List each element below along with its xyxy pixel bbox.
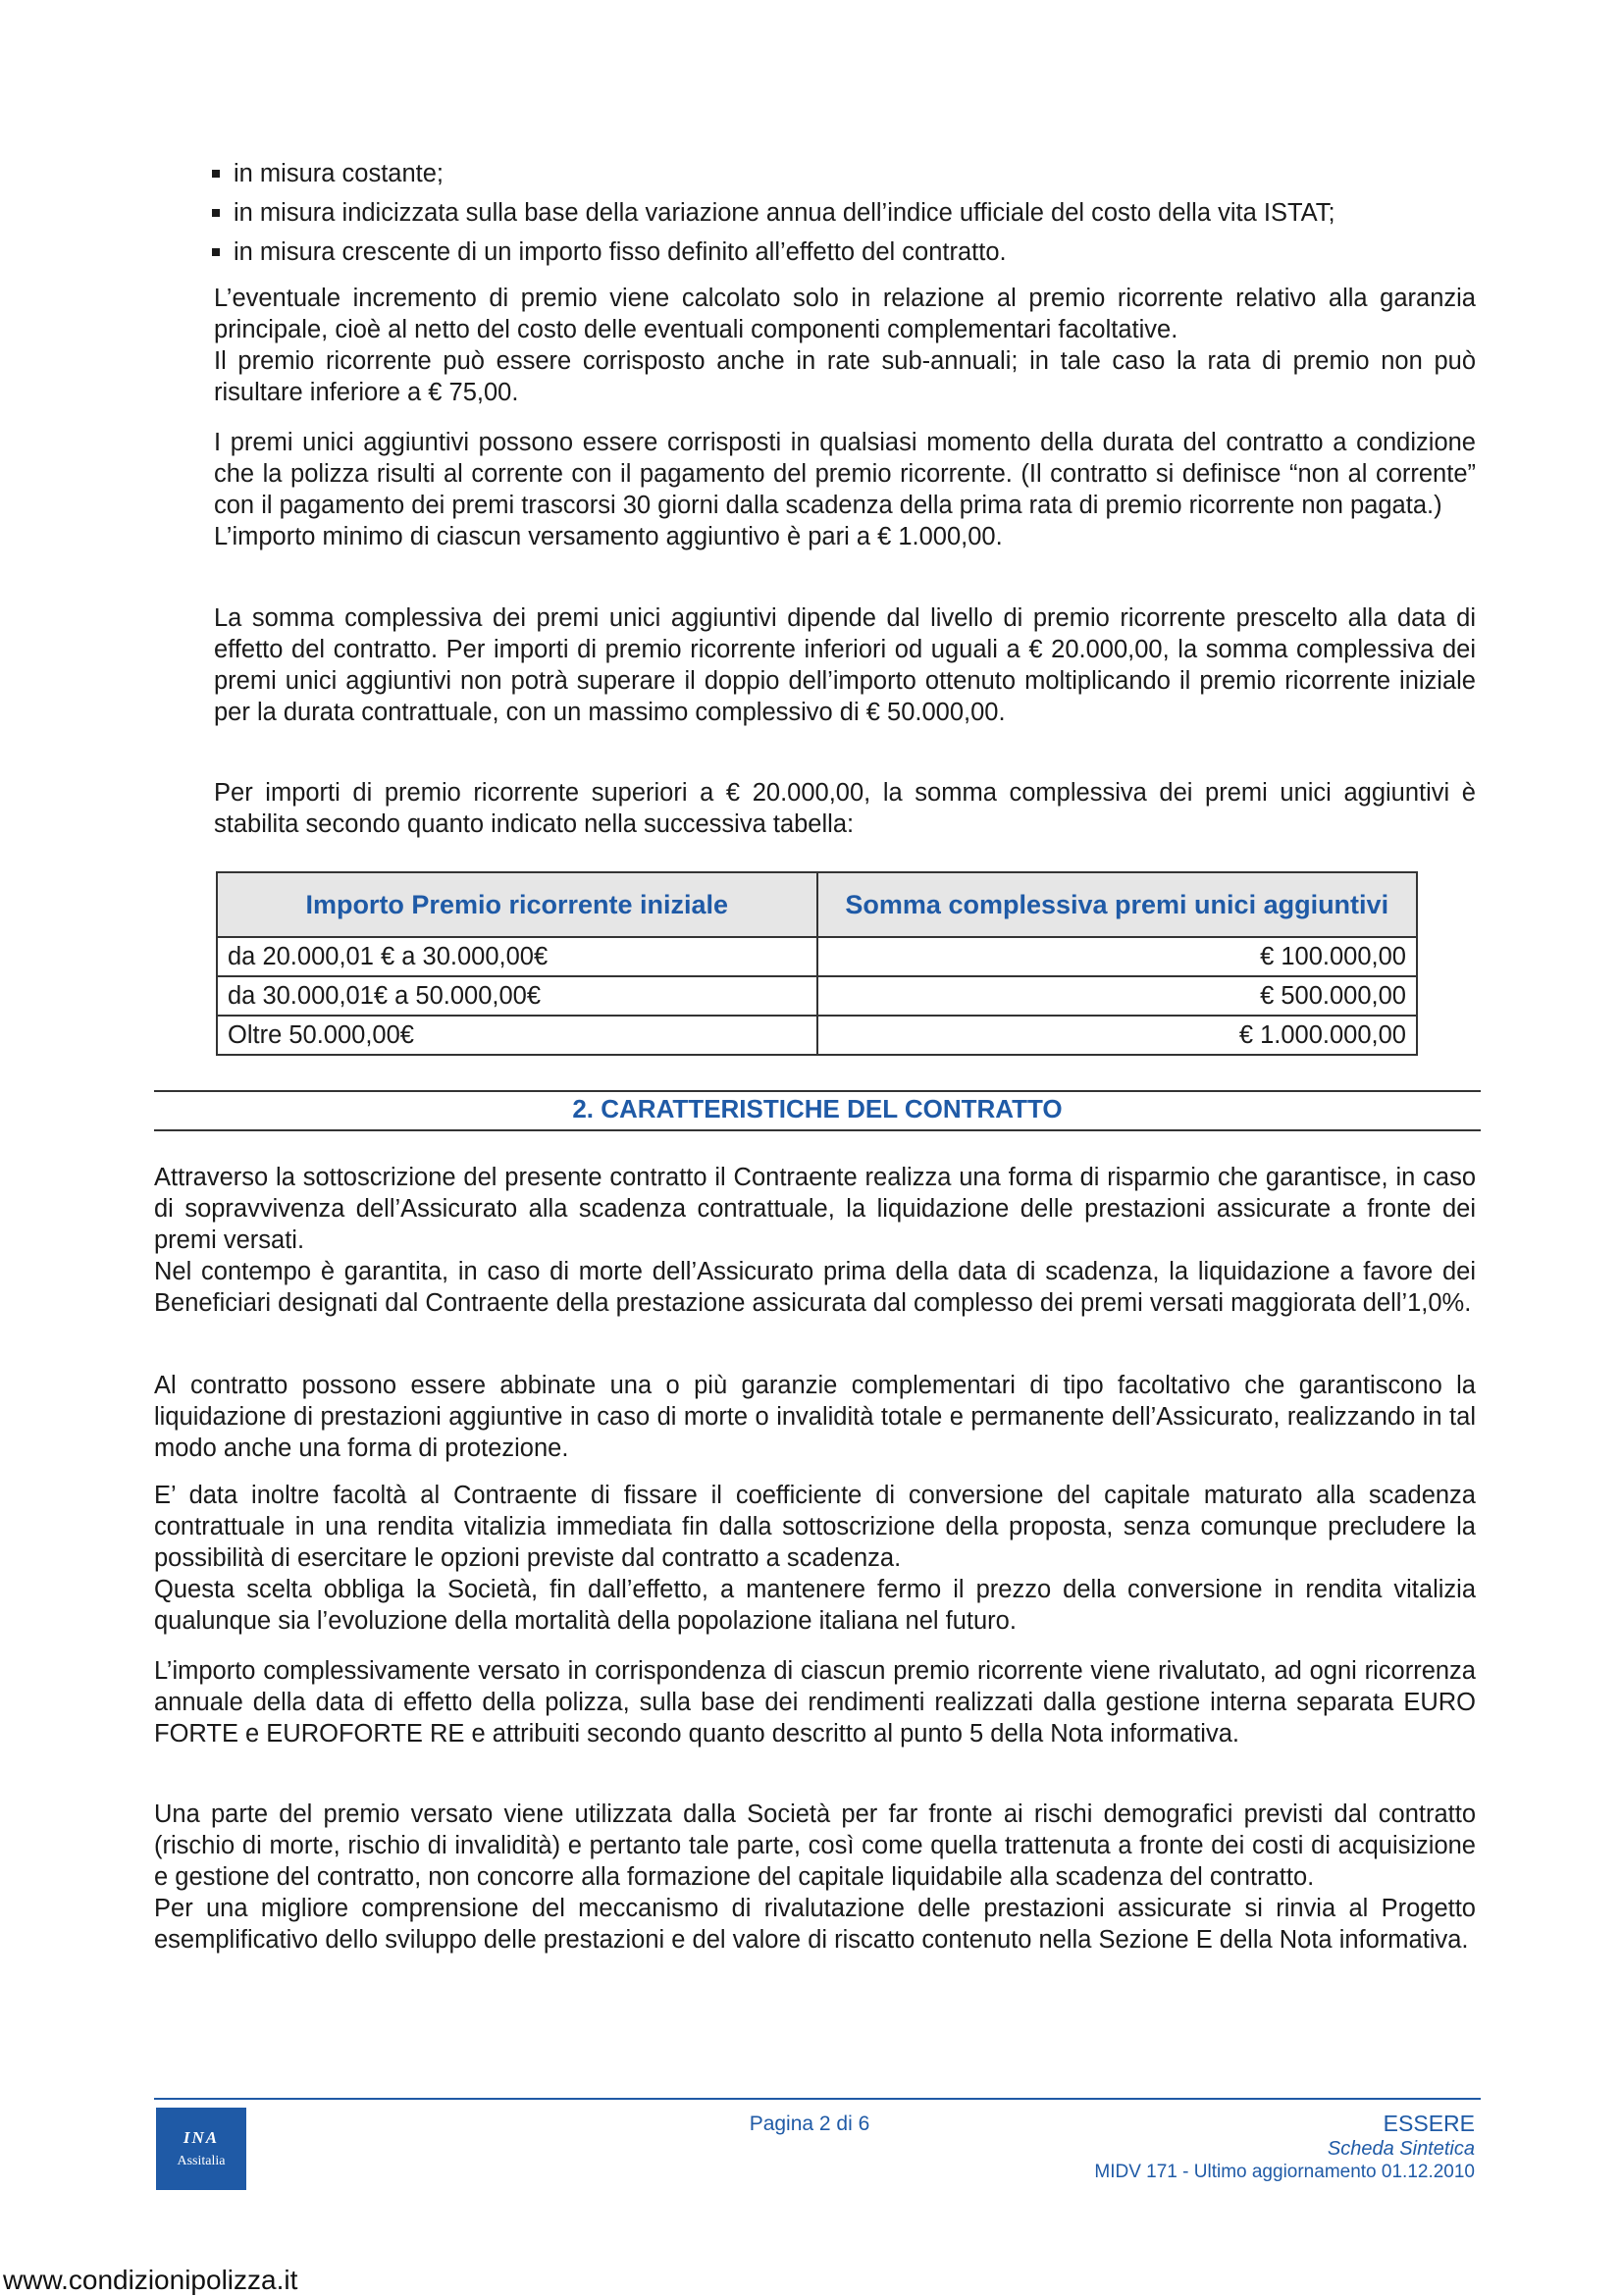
premium-table bbox=[216, 871, 1418, 1056]
table-cell: Oltre 50.000,00€ bbox=[217, 1016, 817, 1055]
paragraph-text: Nel contempo è garantita, in caso di morte dell’Assicurato prima della data di scadenza, la liquidazione a favore dei Beneficiari designati dal Contraente della prestazione assicurata dal complesso dei premi versati maggiorata dell’1,0%. bbox=[154, 1258, 1476, 1317]
document-type: Scheda Sintetica bbox=[1327, 2138, 1475, 2160]
table-cell: € 1.000.000,00 bbox=[817, 1016, 1418, 1055]
table-cell: da 20.000,01 € a 30.000,00€ bbox=[217, 937, 817, 976]
paragraph-text: E’ data inoltre facoltà al Contraente di fissare il coefficiente di conversione del capitale maturato alla scadenza contrattuale in una rendita vitalizia immediata fin dalla sottoscrizione della proposta, senza comunque precludere la possibilità di esercitare le opzioni previste dal contratto a scadenza. bbox=[154, 1482, 1476, 1572]
paragraph-text: Al contratto possono essere abbinate una o più garanzie complementari di tipo facoltativo che garantiscono la liquidazione di prestazioni aggiuntive in caso di morte o invalidità totale e permanente dell’Assicurato, realizzando in tal modo anche una forma di protezione. bbox=[154, 1372, 1476, 1462]
paragraph-text: La somma complessiva dei premi unici aggiuntivi dipende dal livello di premio ricorrente prescelto alla data di effetto del contratto. Per importi di premio ricorrente inferiori od uguali a € 20.000,00, la somma complessiva dei premi unici aggiuntivi non potrà superare il doppio dell’importo ottenuto moltiplicando il premio ricorrente iniziale per la durata contrattuale, con un massimo complessivo di € 50.000,00. bbox=[214, 604, 1476, 726]
list-item: in misura indicizzata sulla base della variazione annua dell’indice ufficiale del costo della vita ISTAT; bbox=[212, 193, 1488, 233]
paragraph-text: L’importo minimo di ciascun versamento aggiuntivo è pari a € 1.000,00. bbox=[214, 523, 1003, 550]
paragraph-text: Il premio ricorrente può essere corrisposto anche in rate sub-annuali; in tale caso la rata di premio non può risultare inferiore a € 75,00. bbox=[214, 347, 1476, 406]
table-header-row bbox=[217, 872, 1417, 937]
paragraph-revaluation bbox=[154, 1655, 1476, 1749]
list-item: in misura crescente di un importo fisso definito all’effetto del contratto. bbox=[212, 233, 1488, 272]
paragraph-text: Una parte del premio versato viene utilizzata dalla Società per far fronte ai rischi demografici previsti dal contratto (rischio di morte, rischio di invalidità) e pertanto tale parte, così come quella trattenuta a fronte dei costi di acquisizione e gestione del contratto, non concorre alla formazione del capitale liquidabile alla scadenza del contratto. bbox=[154, 1800, 1476, 1891]
page-number: Pagina 2 di 6 bbox=[749, 2113, 870, 2135]
table-header: Somma complessiva premi unici aggiuntivi bbox=[817, 872, 1418, 937]
table-row bbox=[217, 976, 1417, 1016]
footer-rule bbox=[154, 2098, 1481, 2100]
website-watermark: www.condizionipolizza.it bbox=[3, 2265, 298, 2295]
table-cell: € 500.000,00 bbox=[817, 976, 1418, 1016]
table-cell: da 30.000,01€ a 50.000,00€ bbox=[217, 976, 817, 1016]
paragraph-complementary-guarantees bbox=[154, 1370, 1476, 1464]
paragraph-premium-increase bbox=[214, 283, 1476, 408]
paragraph-contract-overview bbox=[154, 1162, 1476, 1319]
paragraph-text: Questa scelta obbliga la Società, fin dall’effetto, a mantenere fermo il prezzo della conversione in rendita vitalizia qualunque sia l’evoluzione della mortalità della popolazione italiana nel futuro. bbox=[154, 1576, 1476, 1635]
section-title: 2. CARATTERISTICHE DEL CONTRATTO bbox=[572, 1094, 1063, 1123]
list-item: in misura costante; bbox=[212, 154, 1488, 193]
paragraph-demographic-risks bbox=[154, 1799, 1476, 1956]
table-row bbox=[217, 937, 1417, 976]
section-bottom-rule bbox=[154, 1129, 1481, 1131]
paragraph-text: L’eventuale incremento di premio viene calcolato solo in relazione al premio ricorrente relativo alla garanzia principale, cioè al netto del costo delle eventuali componenti complementari facoltative. bbox=[214, 285, 1476, 343]
product-name: ESSERE bbox=[1383, 2111, 1475, 2136]
paragraph-text: Per importi di premio ricorrente superiori a € 20.000,00, la somma complessiva dei premi unici aggiuntivi è stabilita secondo quanto indicato nella successiva tabella: bbox=[214, 779, 1476, 838]
paragraph-text: Per una migliore comprensione del meccanismo di rivalutazione delle prestazioni assicurate si rinvia al Progetto esemplificativo dello sviluppo delle prestazioni e del valore di riscatto contenuto nella Sezione E della Nota informativa. bbox=[154, 1895, 1476, 1954]
table-cell: € 100.000,00 bbox=[817, 937, 1418, 976]
paragraph-additional-premiums bbox=[214, 427, 1476, 552]
paragraph-table-intro bbox=[214, 777, 1476, 840]
paragraph-text: I premi unici aggiuntivi possono essere corrisposti in qualsiasi momento della durata del contratto a condizione che la polizza risulti al corrente con il pagamento del premio ricorrente. (Il contratto si definisce “non al corrente” con il pagamento dei premi trascorsi 30 giorni dalla scadenza della prima rata di premio ricorrente non pagata.) bbox=[214, 429, 1476, 519]
paragraph-text: Attraverso la sottoscrizione del presente contratto il Contraente realizza una forma di risparmio che garantisce, in caso di sopravvivenza dell’Assicurato alla scadenza contrattuale, la liquidazione delle prestazioni assicurate a fronte dei premi versati. bbox=[154, 1164, 1476, 1254]
footer-doc-info bbox=[1094, 2110, 1475, 2184]
paragraph-annuity-conversion bbox=[154, 1480, 1476, 1637]
logo-name-text: Assitalia bbox=[177, 2154, 226, 2168]
logo-mark-text: INA bbox=[183, 2128, 220, 2147]
document-code: MIDV 171 - Ultimo aggiornamento 01.12.2010 bbox=[1094, 2162, 1475, 2182]
table-header: Importo Premio ricorrente iniziale bbox=[217, 872, 817, 937]
table-row bbox=[217, 1016, 1417, 1055]
paragraph-total-additional bbox=[214, 602, 1476, 728]
paragraph-text: L’importo complessivamente versato in corrispondenza di ciascun premio ricorrente viene rivalutato, ad ogni ricorrenza annuale della data di effetto della polizza, sulla base dei rendimenti realizzati dalla gestione interna separata EURO FORTE e EUROFORTE RE e attribuiti secondo quanto descritto al punto 5 della Nota informativa. bbox=[154, 1657, 1476, 1748]
premium-options-list bbox=[212, 154, 1488, 272]
company-logo bbox=[156, 2108, 246, 2190]
